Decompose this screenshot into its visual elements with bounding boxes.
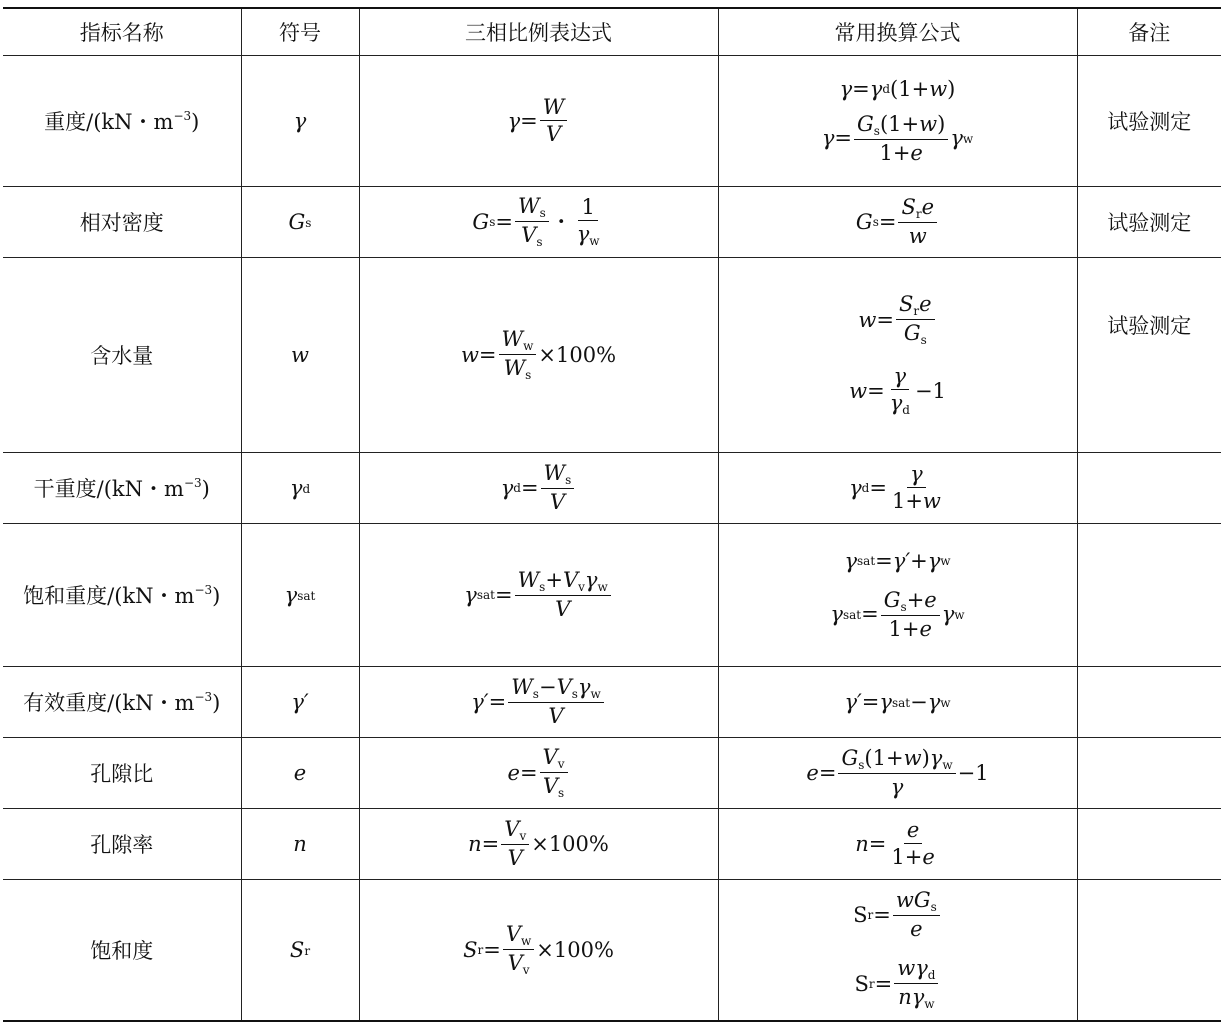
- symbol: S r: [241, 880, 359, 1022]
- table-row: [3, 258, 1221, 453]
- conversion-formula: γ = γ d (1+ w ) γ = $\frac{G_s(1+w)}{1+e}$ γ w: [718, 56, 1077, 187]
- table-row: [3, 667, 1221, 738]
- index-name: 孔隙率: [3, 809, 241, 880]
- symbol: γ d: [241, 453, 359, 524]
- three-phase-expression: e = $\frac{V_v}{V_s}$: [359, 738, 718, 809]
- symbol: e: [241, 738, 359, 809]
- symbol: γ′: [241, 667, 359, 738]
- conversion-formula: γ d = $\frac{\gamma}{1+w}$: [718, 453, 1077, 524]
- note: [1077, 738, 1221, 809]
- note: [1077, 809, 1221, 880]
- conversion-formula: n = $\frac{e}{1+e}$: [718, 809, 1077, 880]
- conversion-formula: γ sat = γ′ + γ w γ sat = $\frac{G_s+e}{1+e}$ γ w: [718, 524, 1077, 667]
- index-name: 干重度/(kN・$m^{-3}$): [3, 453, 241, 524]
- conversion-formula: S r = $\frac{wG_s}{e}$ S r = $\frac{w\gamma_d}{n\gamma_w}$: [718, 880, 1077, 1022]
- note: 试验测定: [1077, 187, 1221, 258]
- table-row: [3, 187, 1221, 258]
- conversion-formula: G s = $\frac{S_re}{w}$: [718, 187, 1077, 258]
- index-name: 饱和度: [3, 880, 241, 1022]
- table-row: [3, 453, 1221, 524]
- table-row: [3, 524, 1221, 667]
- table-row: [3, 738, 1221, 809]
- three-phase-expression: S r = $\frac{V_w}{V_v}$ ×100%: [359, 880, 718, 1022]
- index-name: 重度/(kN・$m^{-3}$): [3, 56, 241, 187]
- conversion-formula: e = $\frac{G_s(1+w)\gamma_w}{\gamma}$ −1: [718, 738, 1077, 809]
- symbol: G s: [241, 187, 359, 258]
- three-phase-expression: γ = $\frac{W}{V}$: [359, 56, 718, 187]
- note: 试验测定: [1077, 258, 1221, 453]
- note: [1077, 453, 1221, 524]
- note: [1077, 667, 1221, 738]
- header-cell: 三相比例表达式: [359, 8, 718, 56]
- index-name: 有效重度/(kN・$m^{-3}$): [3, 667, 241, 738]
- soil-index-table: [3, 7, 1221, 1022]
- three-phase-expression: γ′ = $\frac{W_s-V_s\gamma_w}{V}$: [359, 667, 718, 738]
- table-row: [3, 56, 1221, 187]
- symbol: γ: [241, 56, 359, 187]
- index-name: 含水量: [3, 258, 241, 453]
- three-phase-expression: γ d = $\frac{W_s}{V}$: [359, 453, 718, 524]
- symbol: n: [241, 809, 359, 880]
- header-cell: 常用换算公式: [718, 8, 1077, 56]
- table-row: [3, 809, 1221, 880]
- header-cell: 备注: [1077, 8, 1221, 56]
- note: [1077, 524, 1221, 667]
- note: [1077, 880, 1221, 1022]
- header-cell: 符号: [241, 8, 359, 56]
- symbol: γ sat: [241, 524, 359, 667]
- header-row: [3, 8, 1221, 56]
- index-name: 相对密度: [3, 187, 241, 258]
- three-phase-expression: n = $\frac{V_v}{V}$ ×100%: [359, 809, 718, 880]
- conversion-formula: w = $\frac{S_re}{G_s}$ w = $\frac{\gamma}{\gamma_d}$ −1: [718, 258, 1077, 453]
- index-name: 饱和重度/(kN・$m^{-3}$): [3, 524, 241, 667]
- three-phase-expression: w = $\frac{W_w}{W_s}$ ×100%: [359, 258, 718, 453]
- index-name: 孔隙比: [3, 738, 241, 809]
- three-phase-expression: γ sat = $\frac{W_s+V_v\gamma_w}{V}$: [359, 524, 718, 667]
- symbol: w: [241, 258, 359, 453]
- conversion-formula: γ′ = γ sat − γ w: [718, 667, 1077, 738]
- note: 试验测定: [1077, 56, 1221, 187]
- header-cell: 指标名称: [3, 8, 241, 56]
- table-row: [3, 880, 1221, 1022]
- three-phase-expression: G s = $\frac{W_s}{V_s}$ ・ $\frac{1}{\gamma_w}$: [359, 187, 718, 258]
